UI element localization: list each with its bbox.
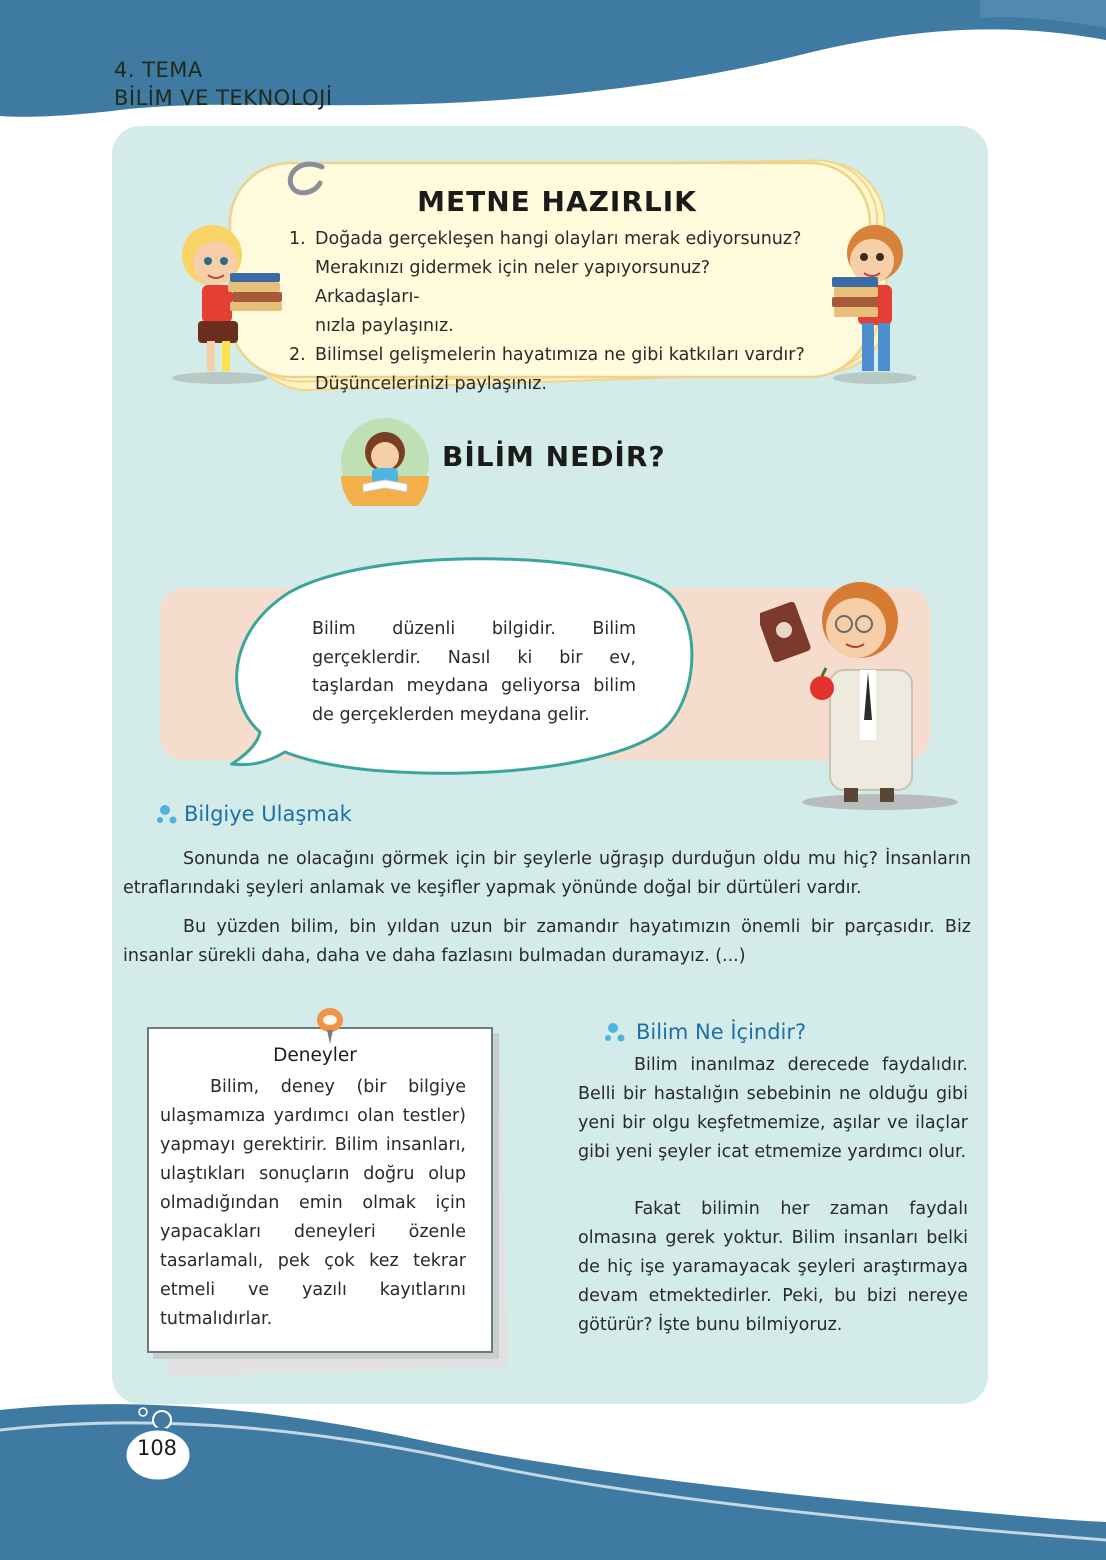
question-line: Doğada gerçekleşen hangi olayları merak ediyorsunuz? <box>315 229 802 249</box>
question-line: nızla paylaşınız. <box>315 316 454 336</box>
bullet-dots-icon <box>604 1018 630 1048</box>
reading-title: BİLİM NEDİR? <box>442 440 666 473</box>
theme-title: BİLİM VE TEKNOLOJİ <box>114 86 333 110</box>
prep-title: METNE HAZIRLIK <box>417 185 697 218</box>
note-title: Deneyler <box>273 1045 357 1066</box>
theme-number: 4. TEMA <box>114 58 203 82</box>
paragraph: Bilim inanılmaz derecede faydalıdır. Belli bir hastalığın sebebinin ne olduğu gibi yeni bir olgu keşfetmemize, aşılar ve ilaçlar gibi yeni şeyler icat etmemize yardımcı olur. <box>578 1055 968 1162</box>
paragraph: Sonunda ne olacağını görmek için bir şeylerle uğraşıp durduğun oldu mu hiç? İnsanların etraflarındaki şeyleri anlamak ve keşifler yapmak yönünde doğal bir dürtüleri vardır. <box>123 849 971 898</box>
prep-question-2 <box>289 341 809 399</box>
paragraph: Fakat bilimin her zaman faydalı olmasına gerek yoktur. Bilim insanları belki de hiç işe yaramayacak şeyleri araştırmaya devam etmektedirler. Peki, bu bizi nereye götürür? İşte bunu bilmiyoruz. <box>578 1199 968 1335</box>
note-body: Bilim, deney (bir bilgiye ulaşmamıza yardımcı olan testler) yapmayı gerektirir. Bilim insanları, ulaştıkları sonuçların doğru olup olmadığından emin olmak için yapacakları deneyleri özenle tasarlamalı, pek çok kez tekrar etmeli ve yazılı kayıtlarını tutmalıdırlar. <box>160 1077 466 1329</box>
question-line: Düşüncelerinizi paylaşınız. <box>315 374 547 394</box>
bullet-dots-icon <box>156 800 182 830</box>
pushpin-icon <box>312 1006 348 1046</box>
page-badge-bubble-tiny <box>139 1408 147 1416</box>
theme-label <box>114 56 333 112</box>
question-number: 1. <box>289 229 306 249</box>
reading-girl-icon <box>338 418 432 506</box>
page-number: 108 <box>136 1436 178 1460</box>
section-heading-bilgiye-ulasmak: Bilgiye Ulaşmak <box>184 802 352 826</box>
prep-question-list <box>289 225 809 399</box>
paragraph: Bu yüzden bilim, bin yıldan uzun bir zamandır hayatımızın önemli bir parçasıdır. Biz insanlar sürekli daha, daha ve daha fazlasını bulmadan duramayız. (...) <box>123 917 971 966</box>
section-heading-bilim-ne-icindir: Bilim Ne İçindir? <box>636 1020 807 1044</box>
question-line: Merakınızı gidermek için neler yapıyorsunuz? Arkadaşları- <box>315 258 711 307</box>
bubble-text: Bilim düzenli bilgidir. Bilim gerçeklerdir. Nasıl ki bir ev, taşlardan meydana geliyorsa bilim de gerçeklerden meydana gelir. <box>312 619 636 725</box>
question-line: Bilimsel gelişmelerin hayatımıza ne gibi katkıları vardır? <box>315 345 805 365</box>
question-number: 2. <box>289 345 306 365</box>
prep-question-1 <box>289 225 809 341</box>
scientist-illustration <box>760 540 970 820</box>
